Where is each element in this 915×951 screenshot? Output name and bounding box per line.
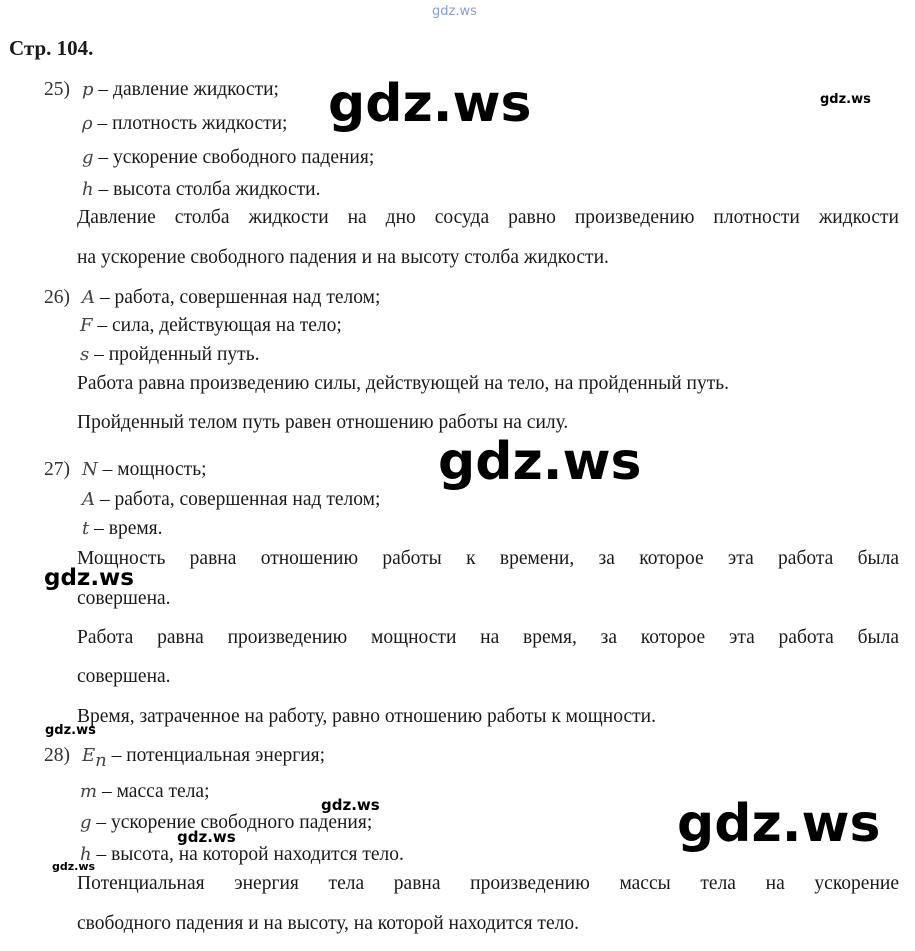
definition-line <box>82 78 279 102</box>
variable-symbol: m <box>80 781 98 802</box>
watermark-logo: gdz.ws <box>328 74 532 134</box>
definition-text: – плотность жидкости; <box>97 113 288 134</box>
variable-subscript: п <box>95 749 107 771</box>
definition-text: – работа, совершенная над телом; <box>99 489 381 510</box>
variable-symbol: A <box>82 489 95 510</box>
page-title: Стр. 104. <box>9 36 94 60</box>
watermark-logo: gdz.ws <box>438 432 642 492</box>
definition-text: – высота, на которой находится тело. <box>96 844 404 865</box>
definition-text: – ускорение свободного падения; <box>98 147 375 168</box>
definition-line <box>80 343 259 367</box>
watermark-logo: gdz.ws <box>45 723 96 738</box>
item-number-27: 27) <box>44 459 70 480</box>
variable-symbol: h <box>80 844 92 865</box>
watermark-logo: gdz.ws <box>44 565 134 591</box>
definition-text: – масса тела; <box>101 781 210 802</box>
variable-symbol: s <box>80 344 90 365</box>
item-number-28: 28) <box>44 745 70 766</box>
definition-line <box>82 517 163 541</box>
definition-text: – пройденный путь. <box>94 344 260 365</box>
definition-line <box>80 780 210 804</box>
paragraph: Время, затраченное на работу, равно отношению работы к мощности. <box>77 706 656 727</box>
definition-text: – работа, совершенная над телом; <box>99 287 381 308</box>
watermark-logo: gdz.ws <box>52 860 96 873</box>
item-number-26: 26) <box>44 287 70 308</box>
variable-symbol: E <box>82 745 96 766</box>
definition-line <box>82 458 207 482</box>
paragraph: совершена. <box>77 588 171 609</box>
paragraph: Потенциальная энергия тела равна произведению массы тела на ускорение <box>77 873 899 894</box>
variable-symbol: p <box>82 79 94 100</box>
variable-symbol: N <box>82 459 98 480</box>
definition-line <box>82 744 325 773</box>
definition-text: – мощность; <box>102 459 207 480</box>
paragraph: свободного падения и на высоту, на которой находится тело. <box>77 913 579 934</box>
definition-text: – время. <box>94 518 163 539</box>
paragraph: совершена. <box>77 666 171 687</box>
variable-symbol: t <box>82 518 90 539</box>
variable-symbol: g <box>82 147 94 168</box>
item-number-25: 25) <box>44 79 70 100</box>
paragraph: на ускорение свободного падения и на высоту столба жидкости. <box>77 247 609 268</box>
site-watermark-link[interactable]: gdz.ws <box>432 4 477 19</box>
definition-line <box>82 112 287 136</box>
paragraph: Мощность равна отношению работы к времени, за которое эта работа была <box>77 548 899 569</box>
watermark-logo: gdz.ws <box>677 794 881 854</box>
definition-text: – высота столба жидкости. <box>98 179 321 200</box>
variable-symbol: F <box>80 315 93 336</box>
variable-symbol: A <box>82 287 95 308</box>
variable-symbol: h <box>82 179 94 200</box>
watermark-logo: gdz.ws <box>177 828 236 846</box>
definition-text: – ускорение свободного падения; <box>96 812 373 833</box>
definition-line <box>82 488 380 512</box>
paragraph: Работа равна произведению мощности на время, за которое эта работа была <box>77 627 899 648</box>
definition-line <box>80 314 342 338</box>
definition-line <box>82 178 320 202</box>
definition-text: – сила, действующая на тело; <box>97 315 342 336</box>
watermark-logo: gdz.ws <box>820 92 871 107</box>
definition-line <box>82 146 374 170</box>
definition-text: – давление жидкости; <box>98 79 279 100</box>
variable-symbol: g <box>80 812 92 833</box>
paragraph: Пройденный телом путь равен отношению работы на силу. <box>77 412 569 433</box>
paragraph: Работа равна произведению силы, действующей на тело, на пройденный путь. <box>77 373 729 394</box>
definition-line <box>82 286 380 310</box>
definition-text: – потенциальная энергия; <box>111 745 326 766</box>
definition-line <box>80 843 404 867</box>
paragraph: Давление столба жидкости на дно сосуда равно произведению плотности жидкости <box>77 207 899 228</box>
variable-symbol: ρ <box>82 113 93 134</box>
watermark-logo: gdz.ws <box>321 796 380 814</box>
